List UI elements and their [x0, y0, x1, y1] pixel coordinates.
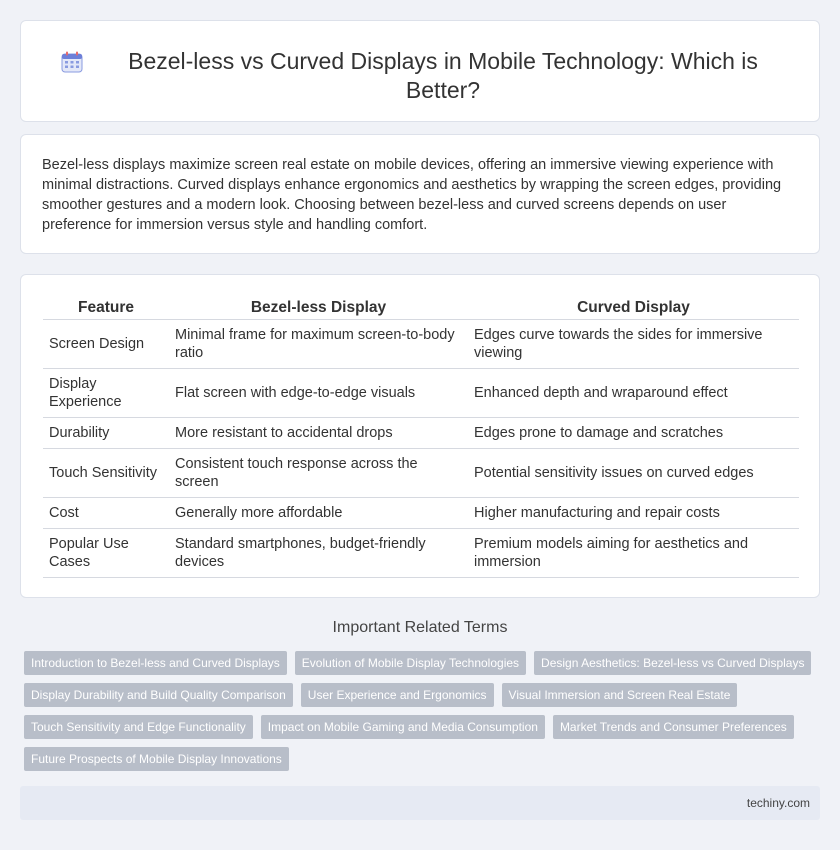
term-tag[interactable]: Touch Sensitivity and Edge Functionality — [24, 715, 253, 739]
table-row — [43, 529, 799, 578]
related-terms-list — [24, 651, 820, 779]
header-card — [20, 20, 820, 122]
cell-bezel-less: Standard smartphones, budget-friendly devices — [169, 529, 468, 578]
term-tag[interactable]: Visual Immersion and Screen Real Estate — [502, 683, 738, 707]
cell-bezel-less: Flat screen with edge-to-edge visuals — [169, 369, 468, 418]
cell-feature: Display Experience — [43, 369, 169, 418]
related-terms-title: Important Related Terms — [332, 619, 508, 636]
cell-curved: Higher manufacturing and repair costs — [468, 498, 799, 529]
term-tag[interactable]: Impact on Mobile Gaming and Media Consumption — [261, 715, 545, 739]
intro-text: Bezel-less displays maximize screen real estate on mobile devices, offering an immersive viewing experience with minimal distractions. Curved displays enhance ergonomics and aesthetics by wrapping the screen edges, providing smoother gestures and a modern look. Choosing between bezel-less and curved screens depends on user preference for immersion versus style and handling comfort. — [42, 157, 782, 233]
term-tag[interactable]: Design Aesthetics: Bezel-less vs Curved Displays — [534, 651, 811, 675]
table-row — [43, 369, 799, 418]
table-row — [43, 418, 799, 449]
cell-curved: Premium models aiming for aesthetics and immersion — [468, 529, 799, 578]
cell-curved: Edges prone to damage and scratches — [468, 418, 799, 449]
cell-curved: Enhanced depth and wraparound effect — [468, 369, 799, 418]
intro-card — [20, 134, 820, 254]
header-feature: Feature — [43, 295, 169, 320]
cell-feature: Touch Sensitivity — [43, 449, 169, 498]
table-row — [43, 449, 799, 498]
page-title: Bezel-less vs Curved Displays in Mobile Technology: Which is Better? — [128, 48, 758, 103]
term-tag[interactable]: Display Durability and Build Quality Comparison — [24, 683, 293, 707]
table-header-row — [43, 295, 799, 320]
comparison-card — [20, 274, 820, 598]
cell-bezel-less: More resistant to accidental drops — [169, 418, 468, 449]
cell-feature: Screen Design — [43, 320, 169, 369]
footer-site[interactable]: techiny.com — [746, 796, 810, 810]
cell-bezel-less: Minimal frame for maximum screen-to-body ratio — [169, 320, 468, 369]
comparison-table — [43, 295, 799, 578]
cell-bezel-less: Consistent touch response across the screen — [169, 449, 468, 498]
cell-feature: Popular Use Cases — [43, 529, 169, 578]
footer — [20, 786, 820, 820]
header-curved: Curved Display — [468, 295, 799, 320]
term-tag[interactable]: Evolution of Mobile Display Technologies — [295, 651, 526, 675]
cell-feature: Durability — [43, 418, 169, 449]
cell-feature: Cost — [43, 498, 169, 529]
term-tag[interactable]: Market Trends and Consumer Preferences — [553, 715, 794, 739]
table-row — [43, 320, 799, 369]
cell-curved: Edges curve towards the sides for immersive viewing — [468, 320, 799, 369]
term-tag[interactable]: User Experience and Ergonomics — [301, 683, 494, 707]
term-tag[interactable]: Future Prospects of Mobile Display Innovations — [24, 747, 289, 771]
term-tag[interactable]: Introduction to Bezel-less and Curved Displays — [24, 651, 287, 675]
table-row — [43, 498, 799, 529]
calendar-icon — [61, 47, 107, 78]
cell-bezel-less: Generally more affordable — [169, 498, 468, 529]
header-bezel-less: Bezel-less Display — [169, 295, 468, 320]
cell-curved: Potential sensitivity issues on curved edges — [468, 449, 799, 498]
